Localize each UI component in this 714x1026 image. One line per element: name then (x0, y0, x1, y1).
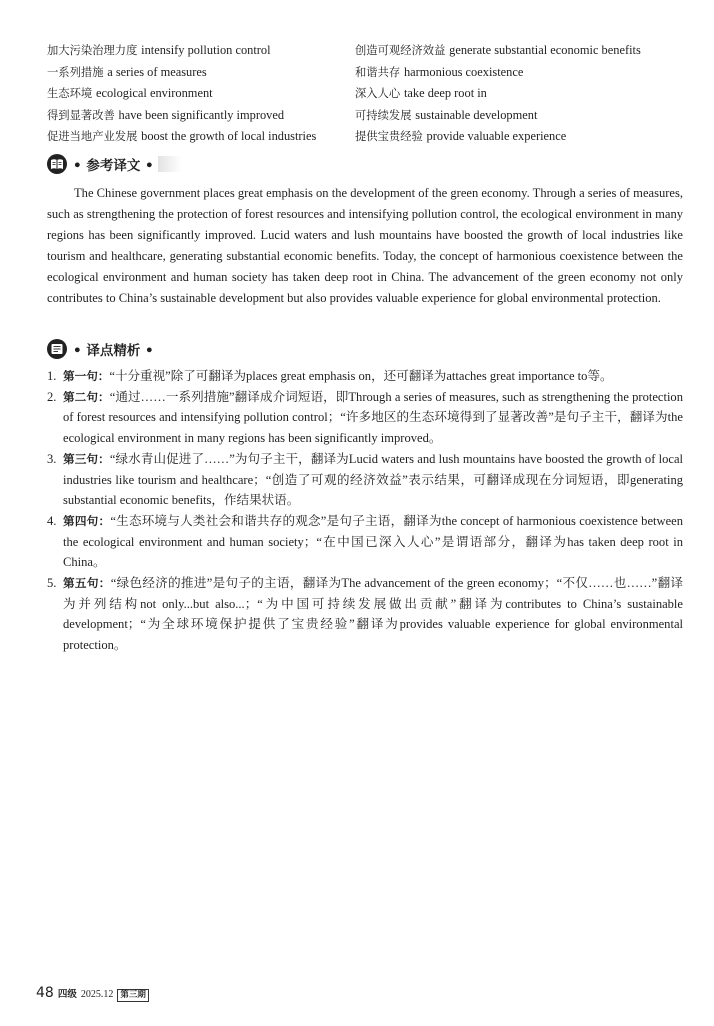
translation-analysis-heading (47, 339, 154, 359)
heading-decoration (158, 156, 182, 172)
book-icon (47, 154, 67, 174)
reference-translation-heading (47, 154, 182, 174)
vocab-item: 可持续发展 sustainable development (355, 107, 538, 122)
analysis-item: 5. 第五句：“绿色经济的推进”是句子的主语，翻译为The advancement of the green economy；“不仅……也……”翻译为并列结构not only...but also...；“为中国可持续发展做出贡献”翻译为contributes to China’s sustainable development；“为全球环境保护提供了宝贵经验”翻译为provides valuable experience for global environmental protection。 (47, 576, 683, 653)
vocab-item: 加大污染治理力度 intensify pollution control (47, 43, 271, 57)
page-footer (36, 985, 149, 1002)
analysis-item: 3. 第三句：“绿水青山促进了……”为句子主干，翻译为Lucid waters and lush mountains have boosted the growth of local industries like tourism and healthcare；“创造了可观的经济效益”表示结果，可翻译成现在分词短语，即generating substantial economic benefits，作结果状语。 (47, 451, 683, 508)
issue-tag: 第三期 (117, 989, 149, 1002)
vocab-item: 一系列措施 a series of measures (47, 64, 207, 79)
analysis-list (47, 366, 683, 656)
vocab-item: 提供宝贵经验 provide valuable experience (355, 129, 567, 143)
vocab-item: 创造可观经济效益 generate substantial economic benefits (355, 43, 641, 57)
analysis-item: 4. 第四句：“生态环境与人类社会和谐共存的观念”是句子主语，翻译为the concept of harmonious coexistence between the ecological environment and human society；“在中国已深入人心”是谓语部分，翻译为has taken deep root in China。 (47, 513, 683, 570)
vocabulary-list (47, 42, 687, 146)
vocab-item: 得到显著改善 have been significantly improved (47, 107, 285, 122)
analysis-item: 1. 第一句：“十分重视”除了可翻译为places great emphasis on，还可翻译为attaches great importance to等。 (47, 369, 613, 383)
section-title: • 参考译文 • (73, 158, 154, 174)
section-title: • 译点精析 • (73, 343, 154, 359)
analysis-item: 2. 第二句：“通过……一系列措施”翻译成介词短语，即Through a series of measures, such as strengthening the protection of forest resources and intensifying pollution control；“许多地区的生态环境得到了显著改善”是句子主干，翻译为the ecological environment in many regions has been significantly improved。 (47, 389, 683, 446)
vocab-item: 生态环境 ecological environment (47, 86, 213, 100)
reference-translation-text: The Chinese government places great emphasis on the development of the green economy. Through a series of measures, such as strengthening the protection of forest resources and intensifying pollution control, the ecological environment in many regions has been significantly improved. Lucid waters and lush mountains have boosted the growth of local industries like tourism and healthcare, generating substantial economic benefits. Today, the concept of harmonious coexistence between the ecological environment and human society has taken deep root in China. The advancement of the green economy not only contributes to China’s sustainable development but also provides valuable experience for global environmental protection. (47, 186, 683, 305)
issue-date: 2025.12 (80, 989, 114, 1000)
magazine-name: 四级 (57, 989, 77, 1000)
document-icon (47, 339, 67, 359)
vocab-item: 和谐共存 harmonious coexistence (355, 64, 524, 79)
vocab-item: 深入人心 take deep root in (355, 86, 487, 100)
vocab-item: 促进当地产业发展 boost the growth of local industries (47, 129, 317, 143)
page-number: 48 (36, 985, 54, 1001)
